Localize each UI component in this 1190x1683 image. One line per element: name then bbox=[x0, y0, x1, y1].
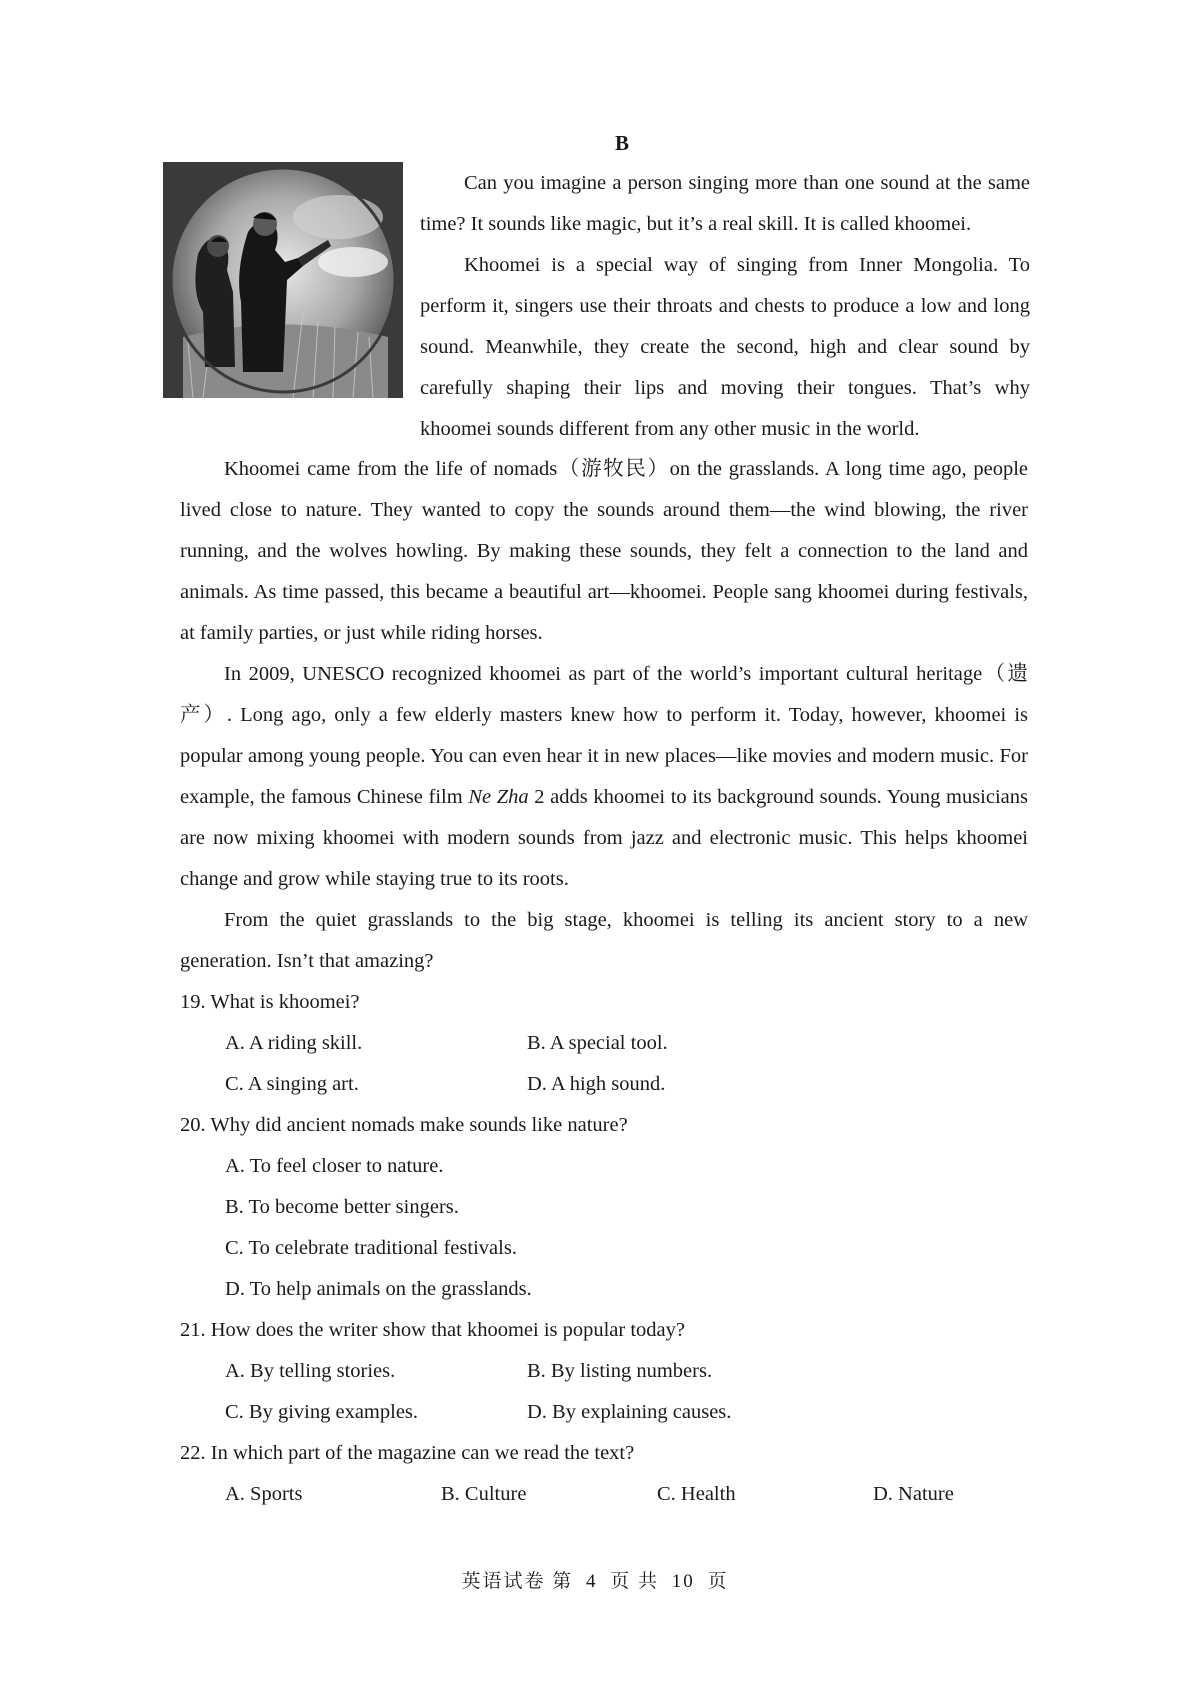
option-b[interactable]: B. By listing numbers. bbox=[527, 1360, 713, 1382]
option-a[interactable]: A. To feel closer to nature. bbox=[225, 1155, 444, 1177]
footer-prefix: 英语试卷 第 bbox=[461, 1571, 574, 1592]
paragraph-4 bbox=[180, 654, 1028, 900]
option-c[interactable]: C. By giving examples. bbox=[225, 1401, 419, 1423]
page-footer bbox=[0, 1566, 1190, 1593]
option-d[interactable]: D. A high sound. bbox=[527, 1073, 666, 1095]
article-body bbox=[180, 449, 1028, 1515]
option-c[interactable]: C. To celebrate traditional festivals. bbox=[225, 1237, 517, 1259]
question-19 bbox=[180, 982, 1028, 1105]
option-c[interactable]: C. A singing art. bbox=[225, 1073, 359, 1095]
film-title: Ne Zha bbox=[468, 786, 529, 808]
paragraph-4-text-b: 2 adds khoomei to its background sounds. Young musicians are now mixing khoomei with modern sounds from jazz and electronic music. This helps khoomei change and grow while staying true to its roots. bbox=[180, 786, 1028, 890]
option-b[interactable]: B. To become better singers. bbox=[225, 1196, 459, 1218]
total-pages: 10 bbox=[671, 1571, 695, 1592]
question-stem: 21. How does the writer show that khoomei is popular today? bbox=[180, 1319, 686, 1341]
question-stem: 22. In which part of the magazine can we read the text? bbox=[180, 1442, 635, 1464]
footer-middle: 页 共 bbox=[610, 1571, 659, 1592]
paragraph-3: Khoomei came from the life of nomads（游牧民）on the grasslands. A long time ago, people lived close to nature. They wanted to copy the sounds around them—the wind blowing, the river running, and the wolves howling. By making these sounds, they felt a connection to the land and animals. As time passed, this became a beautiful art—khoomei. People sang khoomei during festivals, at family parties, or just while riding horses. bbox=[180, 458, 1028, 644]
paragraph-5: From the quiet grasslands to the big stage, khoomei is telling its ancient story to a new generation. Isn’t that amazing? bbox=[180, 909, 1028, 972]
footer-suffix: 页 bbox=[707, 1571, 729, 1592]
paragraph-1: Can you imagine a person singing more than one sound at the same time? It sounds like magic, but it’s a real skill. It is called khoomei. bbox=[420, 172, 1030, 235]
paragraph-4-text-a: In 2009, UNESCO recognized khoomei as part of the world’s important cultural heritage（遗产）. Long ago, only a few elderly masters knew how to perform it. Today, however, khoomei is popular among young people. You can even hear it in new places—like movies and modern music. For example, the famous Chinese film bbox=[180, 663, 1028, 808]
question-21 bbox=[180, 1310, 1028, 1433]
two-singers-silhouette-illustration bbox=[163, 162, 403, 398]
option-d[interactable]: D. To help animals on the grasslands. bbox=[225, 1278, 532, 1300]
option-a[interactable]: A. A riding skill. bbox=[225, 1032, 363, 1054]
option-a[interactable]: A. Sports bbox=[225, 1483, 303, 1505]
intro-block bbox=[420, 163, 1030, 450]
option-a[interactable]: A. By telling stories. bbox=[225, 1360, 396, 1382]
option-d[interactable]: D. Nature bbox=[873, 1483, 954, 1505]
option-b[interactable]: B. Culture bbox=[441, 1483, 527, 1505]
paragraph-2: Khoomei is a special way of singing from Inner Mongolia. To perform it, singers use their throats and chests to produce a low and long sound. Meanwhile, they create the second, high and clear sound by carefully shaping their lips and moving their tongues. That’s why khoomei sounds different from any other music in the world. bbox=[420, 254, 1030, 440]
question-22 bbox=[180, 1433, 1028, 1515]
question-stem: 20. Why did ancient nomads make sounds like nature? bbox=[180, 1114, 628, 1136]
option-b[interactable]: B. A special tool. bbox=[527, 1032, 668, 1054]
illustration-drawing bbox=[163, 162, 403, 398]
section-label: B bbox=[615, 131, 630, 155]
question-stem: 19. What is khoomei? bbox=[180, 991, 360, 1013]
question-20 bbox=[180, 1105, 1028, 1310]
current-page-number: 4 bbox=[585, 1571, 598, 1592]
option-d[interactable]: D. By explaining causes. bbox=[527, 1401, 732, 1423]
option-c[interactable]: C. Health bbox=[657, 1483, 736, 1505]
